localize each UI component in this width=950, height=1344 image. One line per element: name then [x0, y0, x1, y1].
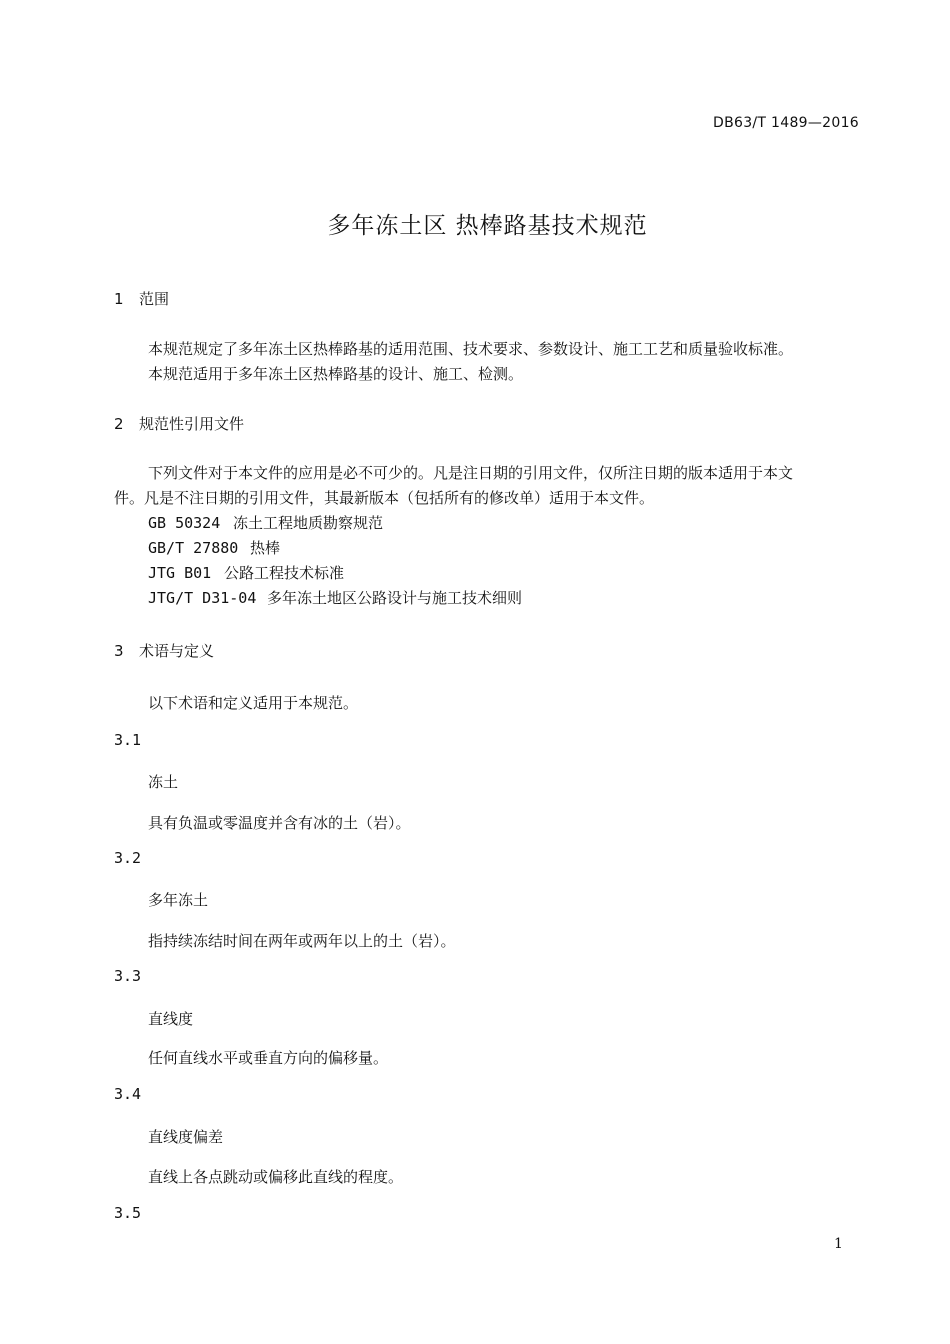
section-2-heading: [114, 413, 244, 434]
term-number: 3.1: [114, 731, 142, 749]
reference-title: 多年冻土地区公路设计与施工技术细则: [267, 589, 523, 607]
section-1-paragraph-2: 本规范适用于多年冻土区热棒路基的设计、施工、检测。: [148, 365, 524, 383]
reference-title: 冻土工程地质勘察规范: [233, 514, 384, 532]
normative-reference-item: [148, 537, 280, 558]
section-1-heading: [114, 288, 169, 309]
term-number: 3.3: [114, 967, 142, 985]
reference-code: JTG/T D31-04: [148, 589, 257, 607]
term-definition: 直线上各点跳动或偏移此直线的程度。: [148, 1168, 404, 1186]
section-title: 术语与定义: [139, 642, 215, 660]
term-name: 冻土: [148, 773, 179, 791]
section-number: 3: [114, 642, 124, 660]
normative-reference-item: [148, 587, 522, 608]
reference-code: JTG B01: [148, 564, 212, 582]
term-number: 3.5: [114, 1204, 142, 1222]
normative-reference-item: [148, 562, 344, 583]
section-number: 2: [114, 415, 124, 433]
reference-title: 热棒: [250, 539, 281, 557]
section-2-paragraph-line-1: 下列文件对于本文件的应用是必不可少的。凡是注日期的引用文件，仅所注日期的版本适用于本文: [148, 464, 794, 482]
section-title: 范围: [139, 290, 170, 308]
normative-reference-item: [148, 512, 383, 533]
term-name: 直线度偏差: [148, 1128, 224, 1146]
section-3-intro: 以下术语和定义适用于本规范。: [148, 694, 359, 712]
term-definition: 指持续冻结时间在两年或两年以上的土（岩）。: [148, 932, 456, 950]
section-2-paragraph-line-2: 件。凡是不注日期的引用文件，其最新版本（包括所有的修改单）适用于本文件。: [114, 489, 655, 507]
section-3-heading: [114, 640, 214, 661]
page-number: 1: [834, 1236, 843, 1252]
section-number: 1: [114, 290, 124, 308]
document-number: DB63/T 1489—2016: [713, 115, 859, 131]
section-title: 规范性引用文件: [139, 415, 245, 433]
term-definition: 具有负温或零温度并含有冰的土（岩）。: [148, 814, 411, 832]
section-1-paragraph-1: 本规范规定了多年冻土区热棒路基的适用范围、技术要求、参数设计、施工工艺和质量验收标准。: [148, 340, 794, 358]
term-name: 直线度: [148, 1010, 194, 1028]
term-name: 多年冻土: [148, 891, 209, 909]
document-title: 多年冻土区 热棒路基技术规范: [327, 213, 648, 239]
term-number: 3.2: [114, 849, 142, 867]
reference-code: GB 50324: [148, 514, 221, 532]
term-number: 3.4: [114, 1085, 142, 1103]
reference-title: 公路工程技术标准: [224, 564, 345, 582]
term-definition: 任何直线水平或垂直方向的偏移量。: [148, 1049, 389, 1067]
reference-code: GB/T 27880: [148, 539, 239, 557]
